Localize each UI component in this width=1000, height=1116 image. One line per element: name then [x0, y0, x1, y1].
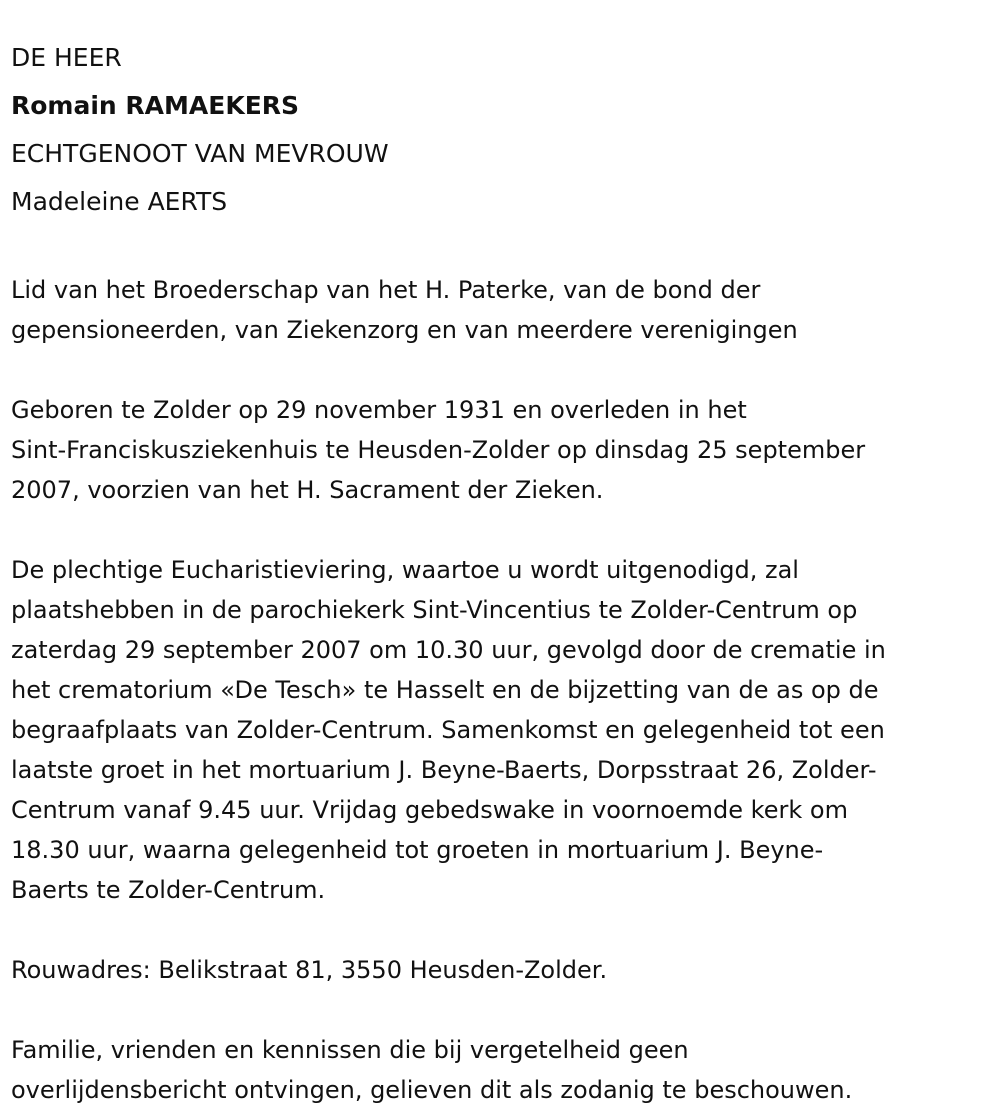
spacer	[11, 910, 991, 950]
closing-paragraph	[11, 1030, 991, 1110]
spouse-name: Madeleine AERTS	[11, 187, 228, 216]
text-line: zaterdag 29 september 2007 om 10.30 uur, gevolgd door de crematie in	[11, 636, 886, 664]
spacer	[11, 350, 991, 390]
text-line: laatste groet in het mortuarium J. Beyne-Baerts, Dorpsstraat 26, Zolder-	[11, 756, 877, 784]
text-line: Sint-Franciskusziekenhuis te Heusden-Zolder op dinsdag 25 september	[11, 436, 866, 464]
spacer	[11, 510, 991, 550]
text-line: Lid van het Broederschap van het H. Paterke, van de bond der	[11, 276, 761, 304]
text-line: Rouwadres: Belikstraat 81, 3550 Heusden-Zolder.	[11, 956, 608, 984]
membership-paragraph	[11, 270, 991, 350]
text-line: 18.30 uur, waarna gelegenheid tot groeten in mortuarium J. Beyne-	[11, 836, 824, 864]
birth-death-paragraph	[11, 390, 991, 510]
text-line: plaatshebben in de parochiekerk Sint-Vincentius te Zolder-Centrum op	[11, 596, 858, 624]
text-line: Baerts te Zolder-Centrum.	[11, 876, 326, 904]
ceremony-paragraph	[11, 550, 991, 910]
text-line: 2007, voorzien van het H. Sacrament der Zieken.	[11, 476, 604, 504]
text-line: Centrum vanaf 9.45 uur. Vrijdag gebedswake in voornoemde kerk om	[11, 796, 848, 824]
address-paragraph	[11, 950, 991, 990]
text-line: het crematorium «De Tesch» te Hasselt en de bijzetting van de as op de	[11, 676, 879, 704]
obituary-document	[11, 34, 991, 1110]
deceased-name: Romain RAMAEKERS	[11, 91, 300, 120]
title-line: DE HEER	[11, 43, 122, 72]
text-line: De plechtige Eucharistieviering, waartoe u wordt uitgenodigd, zal	[11, 556, 799, 584]
spacer	[11, 226, 991, 270]
text-line: gepensioneerden, van Ziekenzorg en van meerdere verenigingen	[11, 316, 798, 344]
text-line: Geboren te Zolder op 29 november 1931 en overleden in het	[11, 396, 747, 424]
text-line: begraafplaats van Zolder-Centrum. Samenkomst en gelegenheid tot een	[11, 716, 885, 744]
text-line: overlijdensbericht ontvingen, gelieven dit als zodanig te beschouwen.	[11, 1076, 853, 1104]
text-line: Familie, vrienden en kennissen die bij vergetelheid geen	[11, 1036, 689, 1064]
spouse-title: ECHTGENOOT VAN MEVROUW	[11, 139, 389, 168]
spacer	[11, 990, 991, 1030]
